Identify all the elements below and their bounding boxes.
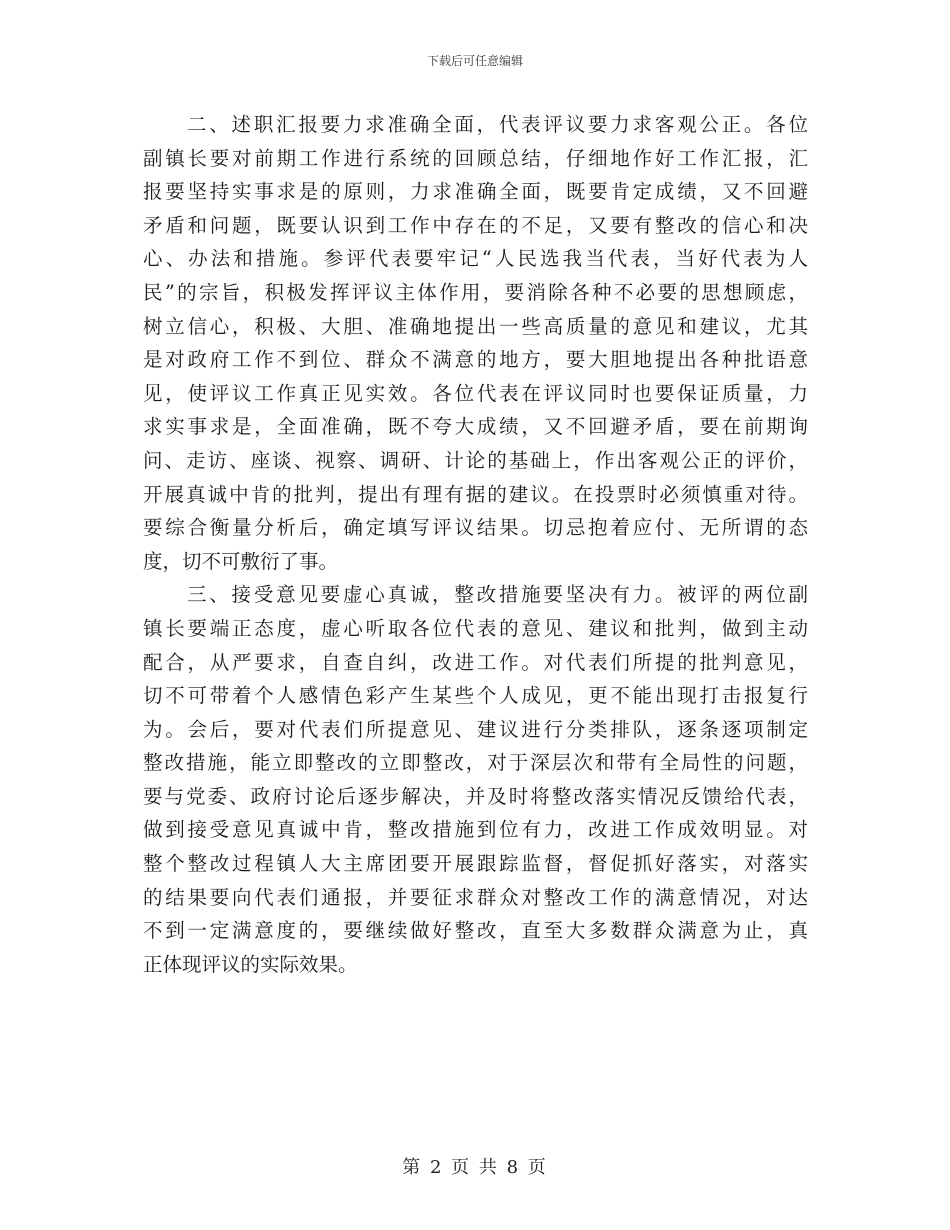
text-line: 整个整改过程镇人大主席团要开展跟踪监督，督促抓好落实，对落实 <box>143 852 808 876</box>
text-line: 树立信心，积极、大胆、准确地提出一些高质量的意见和建议，尤其 <box>143 314 808 338</box>
text-line: 不到一定满意度的，要继续做好整改，直至大多数群众满意为止，真 <box>143 919 808 943</box>
text-line: 度，切不可敷衍了事。 <box>143 549 339 573</box>
paragraph <box>143 108 808 578</box>
text-line: 三、接受意见要虚心真诚，整改措施要坚决有力。被评的两位副 <box>187 583 808 607</box>
text-line: 二、述职汇报要力求准确全面，代表评议要力求客观公正。各位 <box>187 113 808 136</box>
paragraph-container <box>143 108 808 981</box>
body-text <box>143 108 808 981</box>
text-line: 镇长要端正态度，虚心听取各位代表的意见、建议和批判，做到主动 <box>143 616 808 640</box>
text-line: 副镇长要对前期工作进行系统的回顾总结，仔细地作好工作汇报，汇 <box>143 146 808 170</box>
text-line: 整改措施，能立即整改的立即整改，对于深层次和带有全局性的问题， <box>143 751 808 775</box>
text-line: 心、办法和措施。参评代表要牢记“人民选我当代表，当好代表为人 <box>143 247 808 271</box>
text-line: 要与党委、政府讨论后逐步解决，并及时将整改落实情况反馈给代表， <box>143 784 808 808</box>
text-line: 配合，从严要求，自查自纠，改进工作。对代表们所提的批判意见， <box>143 650 808 674</box>
paragraph <box>143 578 808 981</box>
text-line: 做到接受意见真诚中肯，整改措施到位有力，改进工作成效明显。对 <box>143 818 808 842</box>
text-line: 正体现评议的实际效果。 <box>143 952 358 976</box>
text-line: 问、走访、座谈、视察、调研、计论的基础上，作出客观公正的评价， <box>143 448 808 472</box>
text-line: 为。会后，要对代表们所提意见、建议进行分类排队，逐条逐项制定 <box>143 717 808 741</box>
text-line: 开展真诚中肯的批判，提出有理有据的建议。在投票时必须慎重对待。 <box>143 482 808 506</box>
header-note: 下载后可任意编辑 <box>426 54 523 68</box>
text-line: 报要坚持实事求是的原则，力求准确全面，既要肯定成绩，又不回避 <box>143 180 808 204</box>
text-line: 民”的宗旨，积极发挥评议主体作用，要消除各种不必要的思想顾虑， <box>143 280 808 304</box>
text-line: 的结果要向代表们通报，并要征求群众对整改工作的满意情况，对达 <box>143 885 808 909</box>
text-line: 是对政府工作不到位、群众不满意的地方，要大胆地提出各种批语意 <box>143 348 808 372</box>
text-line: 要综合衡量分析后，确定填写评议结果。切忌抱着应付、无所谓的态 <box>143 516 808 540</box>
text-line: 求实事求是，全面准确，既不夸大成绩，又不回避矛盾，要在前期询 <box>143 415 808 439</box>
text-line: 见，使评议工作真正见实效。各位代表在评议同时也要保证质量，力 <box>143 381 808 405</box>
text-line: 矛盾和问题，既要认识到工作中存在的不足，又要有整改的信心和决 <box>143 213 808 237</box>
page-number: 第 2 页 共 8 页 <box>402 1157 548 1178</box>
text-line: 切不可带着个人感情色彩产生某些个人成见，更不能出现打击报复行 <box>143 684 808 708</box>
